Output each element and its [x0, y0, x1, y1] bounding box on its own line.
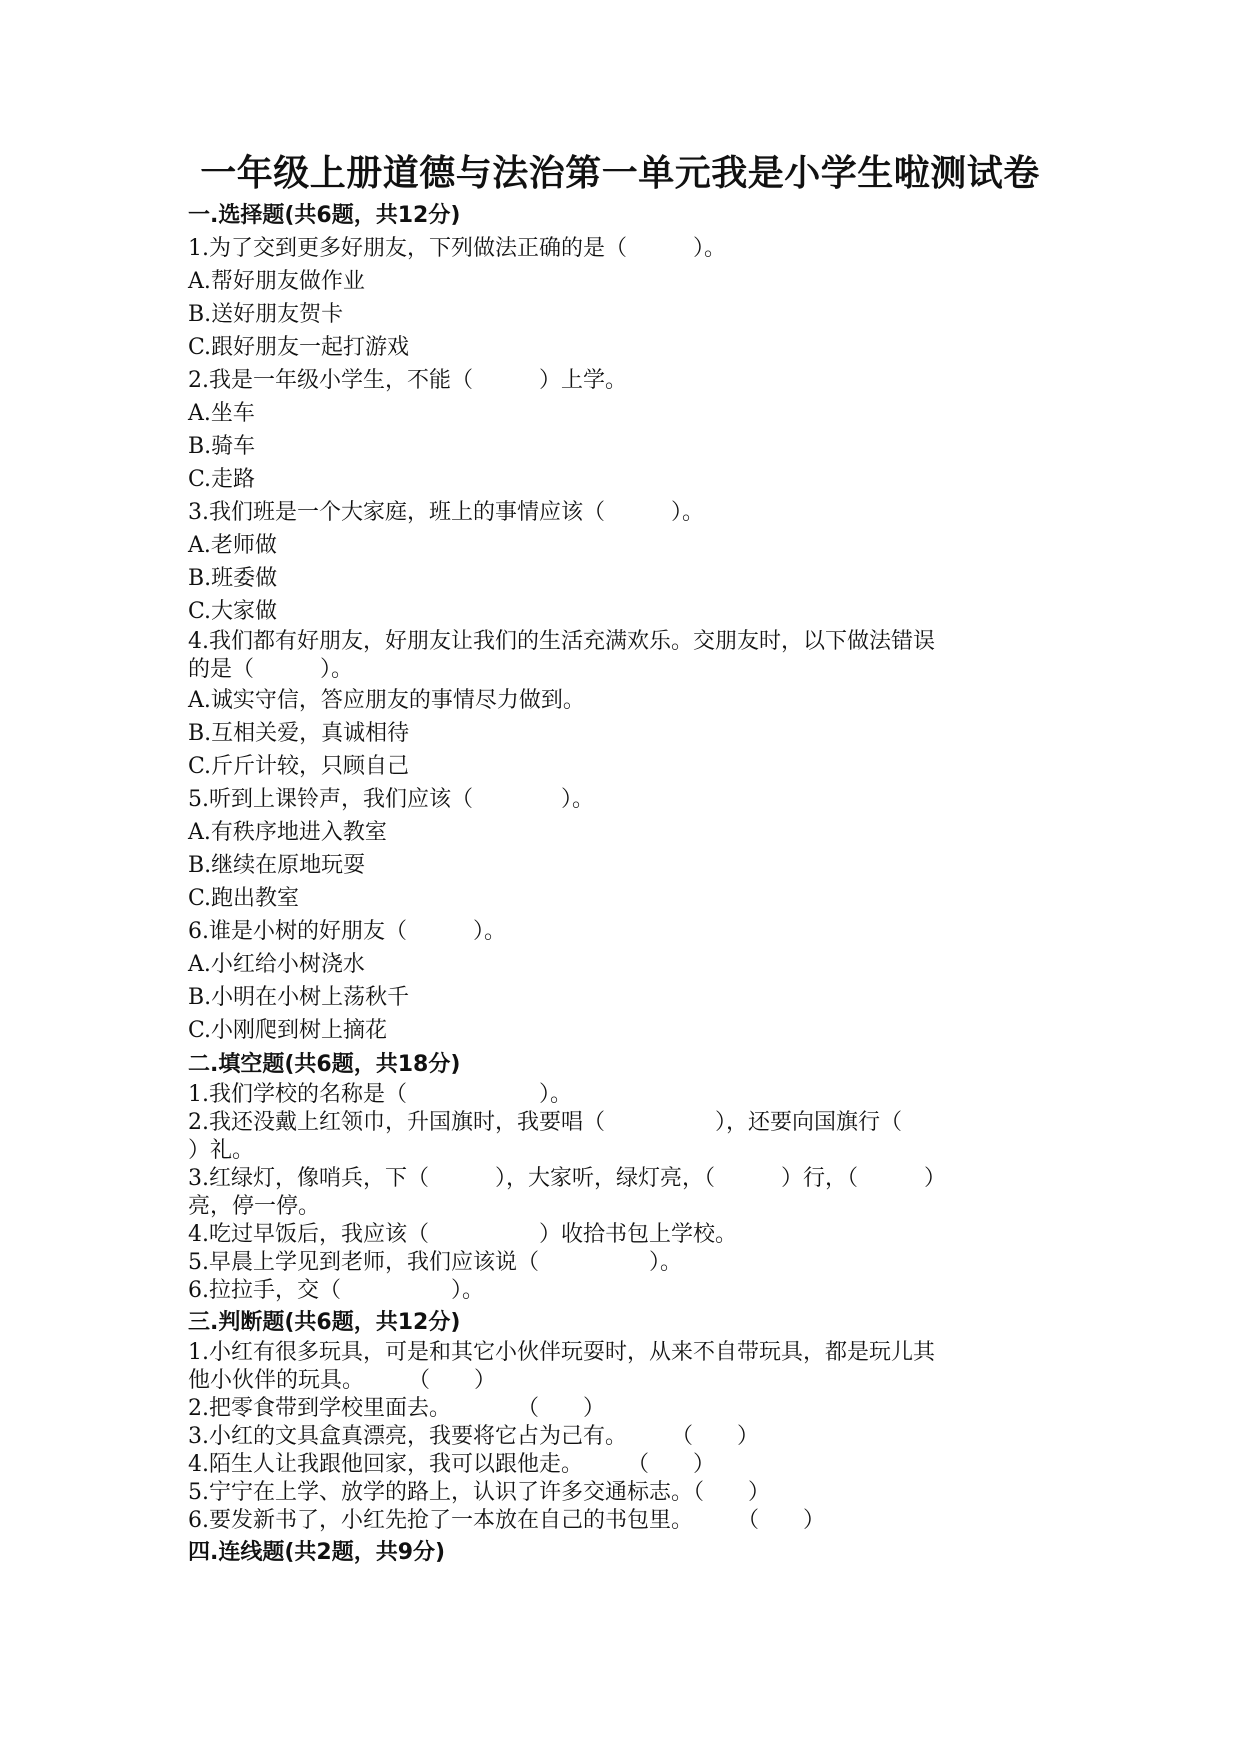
option-line: B.骑车	[188, 434, 256, 459]
option-line: B.互相关爱，真诚相待	[188, 721, 410, 746]
option-line: A.小红给小树浇水	[188, 952, 365, 977]
question-line: 5.听到上课铃声，我们应该（ ）。	[188, 787, 594, 812]
question-line: 3.我们班是一个大家庭，班上的事情应该（ ）。	[188, 500, 704, 525]
option-line: C.小刚爬到树上摘花	[188, 1018, 388, 1043]
question-line: 2.把零食带到学校里面去。 （ ）	[188, 1396, 605, 1421]
option-line: B.继续在原地玩耍	[188, 853, 366, 878]
question-line: 6.谁是小树的好朋友（ ）。	[188, 919, 506, 944]
page-title: 一年级上册道德与法治第一单元我是小学生啦测试卷	[200, 153, 1040, 194]
option-line: A.有秩序地进入教室	[188, 820, 387, 845]
question-line: 2.我还没戴上红领巾，升国旗时，我要唱（ ），还要向国旗行（	[188, 1110, 902, 1135]
section-heading-true-false: 三.判断题(共6题，共12分)	[188, 1310, 461, 1335]
option-line: A.老师做	[188, 533, 277, 558]
question-line: 1.为了交到更多好朋友，下列做法正确的是（ ）。	[188, 236, 726, 261]
question-line: 1.我们学校的名称是（ ）。	[188, 1082, 572, 1107]
option-line: A.坐车	[188, 401, 255, 426]
section-multiple-choice	[188, 200, 1048, 1047]
question-line: 4.我们都有好朋友，好朋友让我们的生活充满欢乐。交朋友时，以下做法错误	[188, 629, 935, 654]
question-line: 6.要发新书了，小红先抢了一本放在自己的书包里。 （ ）	[188, 1508, 825, 1533]
question-line: 3.小红的文具盒真漂亮，我要将它占为己有。 （ ）	[188, 1424, 759, 1449]
section-matching	[188, 1537, 1048, 1569]
option-line: C.大家做	[188, 599, 278, 624]
section-fill-in-blank	[188, 1049, 1048, 1305]
exam-content	[188, 200, 1048, 1569]
option-line: C.斤斤计较，只顾自己	[188, 754, 410, 779]
question-line-continued: ）礼。	[188, 1138, 255, 1163]
question-line: 6.拉拉手，交（ ）。	[188, 1278, 484, 1303]
option-line: A.帮好朋友做作业	[188, 269, 365, 294]
question-line: 4.陌生人让我跟他回家，我可以跟他走。 （ ）	[188, 1452, 715, 1477]
question-line-continued: 他小伙伴的玩具。 （ ）	[188, 1368, 497, 1393]
section-heading-multiple-choice: 一.选择题(共6题，共12分)	[188, 203, 461, 228]
question-line: 5.早晨上学见到老师，我们应该说（ ）。	[188, 1250, 682, 1275]
option-line: B.班委做	[188, 566, 278, 591]
question-line: 3.红绿灯，像哨兵，下（ ），大家听，绿灯亮，（ ）行，（ ）	[188, 1166, 946, 1191]
option-line: C.走路	[188, 467, 256, 492]
option-line: B.送好朋友贺卡	[188, 302, 344, 327]
option-line: C.跟好朋友一起打游戏	[188, 335, 410, 360]
question-line: 4.吃过早饭后，我应该（ ）收拾书包上学校。	[188, 1222, 737, 1247]
question-line: 5.宁宁在上学、放学的路上，认识了许多交通标志。（ ）	[188, 1480, 770, 1505]
section-heading-fill-in-blank: 二.填空题(共6题，共18分)	[188, 1052, 461, 1077]
question-line-continued: 亮，停一停。	[188, 1194, 321, 1219]
question-line-continued: 的是（ ）。	[188, 657, 354, 682]
question-line: 1.小红有很多玩具，可是和其它小伙伴玩耍时，从来不自带玩具，都是玩儿其	[188, 1340, 935, 1365]
option-line: C.跑出教室	[188, 886, 300, 911]
section-heading-matching: 四.连线题(共2题，共9分)	[188, 1540, 446, 1565]
section-true-false	[188, 1307, 1048, 1535]
question-line: 2.我是一年级小学生，不能（ ）上学。	[188, 368, 627, 393]
option-line: A.诚实守信，答应朋友的事情尽力做到。	[188, 688, 585, 713]
option-line: B.小明在小树上荡秋千	[188, 985, 410, 1010]
